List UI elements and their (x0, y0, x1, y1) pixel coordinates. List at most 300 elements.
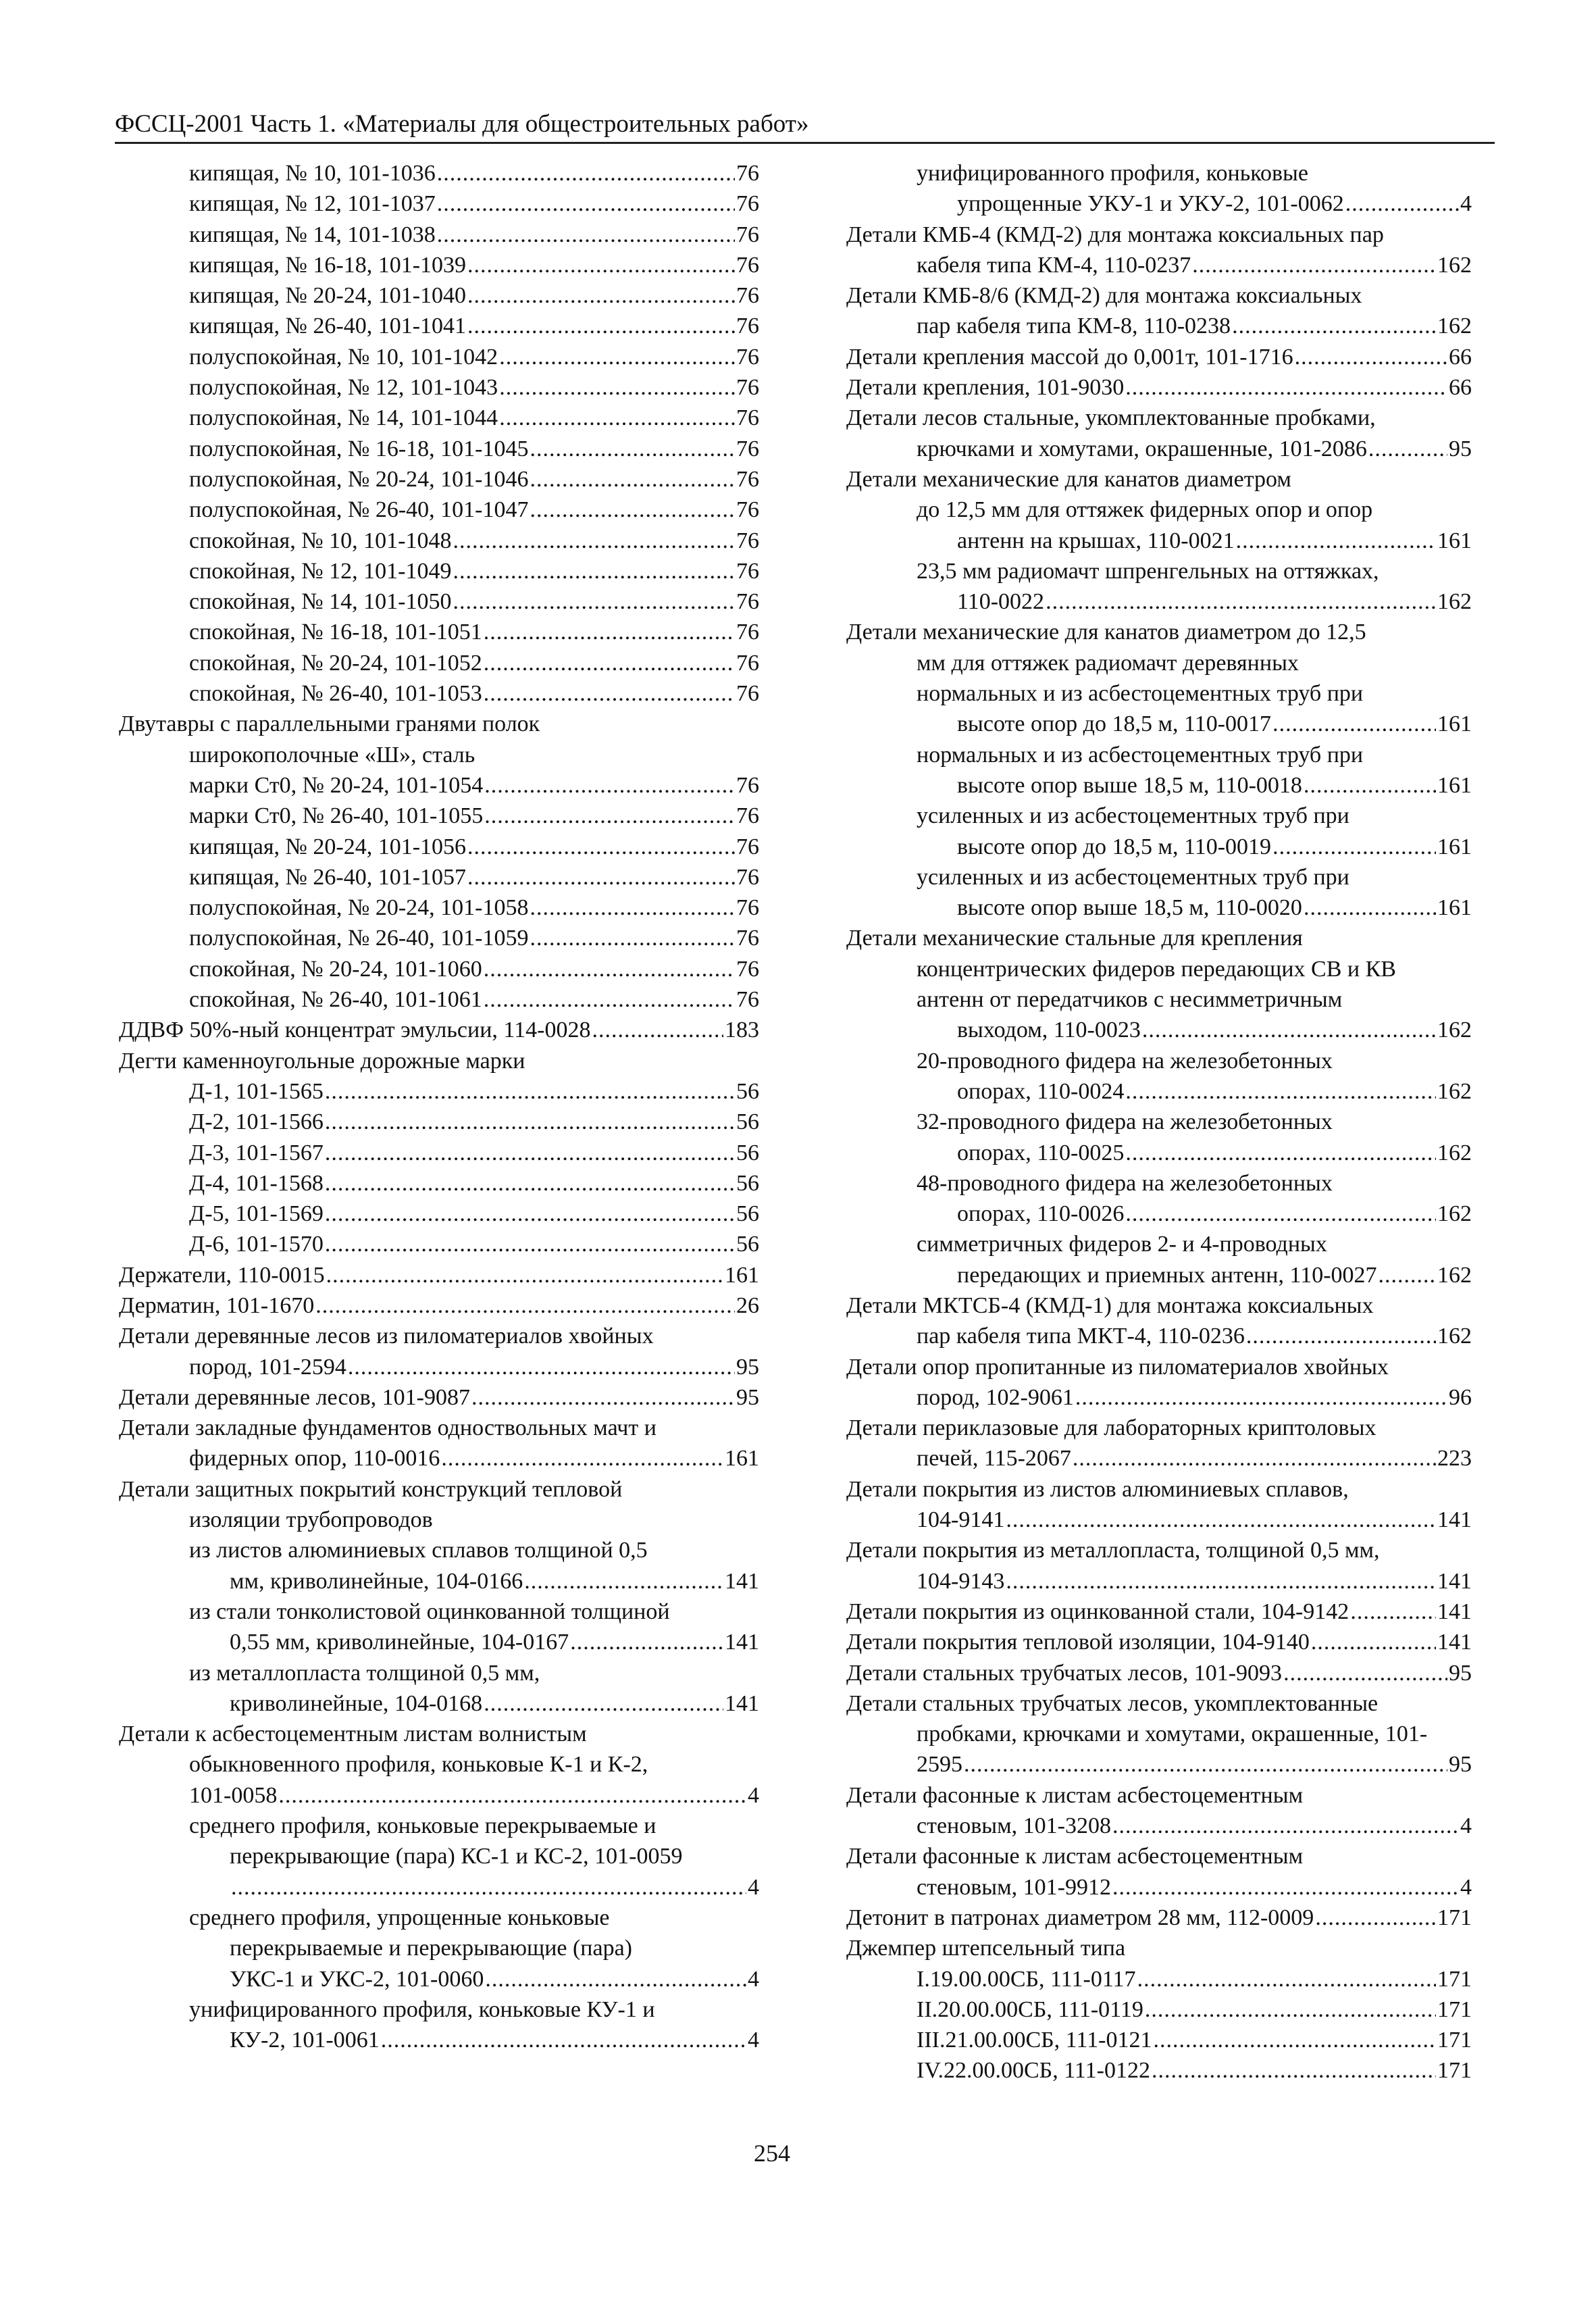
index-entry (119, 862, 759, 892)
index-entry-text: Детали деревянные лесов из пиломатериалов хвойных (119, 1324, 654, 1349)
index-entry-text: перекрывающие (пара) КС-1 и КС-2, 101-0059 (230, 1844, 683, 1869)
dot-leader (1368, 434, 1447, 464)
index-entry (119, 280, 759, 311)
index-entry-page: 171 (1437, 2058, 1472, 2084)
index-entry-text: Д-4, 101-1568 (189, 1170, 324, 1196)
index-entry-text: I.19.00.00СБ, 111-0117 (917, 1966, 1136, 1992)
index-entry-text: изоляции трубопроводов (189, 1507, 433, 1533)
index-entry-page: 76 (736, 222, 759, 247)
index-entry-text: пар кабеля типа КМ-8, 110-0238 (917, 313, 1231, 339)
index-entry (846, 495, 1472, 556)
dot-leader (484, 648, 735, 678)
dot-leader (1152, 2055, 1436, 2086)
dot-leader (499, 372, 735, 403)
index-entry (846, 1352, 1472, 1413)
index-entry (846, 984, 1472, 1046)
dot-leader (326, 1260, 723, 1290)
index-entry-text: Д-5, 101-1569 (189, 1201, 324, 1227)
dot-leader (570, 1627, 723, 1657)
dot-leader (1304, 892, 1436, 923)
index-entry-page: 95 (736, 1384, 759, 1410)
dot-leader (453, 586, 735, 617)
index-entry-text: пород, 101-2594 (189, 1354, 346, 1380)
index-entry-page: 76 (736, 926, 759, 951)
dot-leader (467, 280, 735, 311)
index-entry-text: 104-9141 (917, 1507, 1005, 1533)
index-entry-text: Д-1, 101-1565 (189, 1078, 324, 1104)
index-entry-text: симметричных фидеров 2- и 4-проводных (917, 1232, 1327, 1257)
index-entry-page: 4 (748, 2028, 759, 2053)
index-entry-page: 162 (1437, 1201, 1472, 1227)
dot-leader (348, 1352, 735, 1382)
index-entry-text: ДДВФ 50%-ный концентрат эмульсии, 114-0028 (119, 1017, 591, 1043)
dot-leader (1112, 1811, 1459, 1841)
dot-leader (484, 678, 735, 709)
index-entry-text: среднего профиля, коньковые перекрываемые и (189, 1813, 657, 1839)
index-entry-text: Детали закладные фундаментов одноствольных мачт и (119, 1415, 657, 1441)
index-entry-text: Детали механические для канатов диаметром до 12,5 (846, 620, 1366, 645)
index-entry-page: 141 (1437, 1630, 1472, 1655)
index-entry (119, 250, 759, 280)
index-entry-page: 161 (725, 1446, 759, 1472)
index-entry (119, 954, 759, 984)
index-entry (119, 1382, 759, 1413)
index-entry-text: пар кабеля типа МКТ-4, 110-0236 (917, 1324, 1245, 1349)
index-entry-page: 4 (1460, 1813, 1472, 1839)
index-entry-page: 76 (736, 864, 759, 890)
dot-leader (524, 1566, 723, 1596)
index-entry-text: спокойная, № 26-40, 101-1061 (189, 987, 482, 1013)
index-entry-page: 141 (725, 1568, 759, 1594)
dot-leader (1272, 709, 1436, 739)
index-entry-text: спокойная, № 16-18, 101-1051 (189, 620, 482, 645)
index-entry-page: 76 (736, 681, 759, 707)
index-entry (846, 1413, 1472, 1474)
dot-leader (1236, 526, 1436, 556)
index-entry-text: крючками и хомутами, окрашенные, 101-2086 (917, 436, 1367, 461)
index-entry-text: марки Ст0, № 20-24, 101-1054 (189, 772, 484, 798)
index-entry (846, 464, 1472, 495)
index-entry-text: марки Ст0, № 26-40, 101-1055 (189, 803, 484, 829)
index-entry-text: Детали опор пропитанные из пиломатериалов хвойных (846, 1354, 1389, 1380)
index-entry-page: 162 (1437, 1262, 1472, 1288)
index-entry-page: 161 (1437, 834, 1472, 859)
dot-leader (1295, 342, 1447, 372)
index-entry (119, 158, 759, 188)
index-entry (846, 617, 1472, 678)
index-entry (846, 220, 1472, 281)
dot-leader (1073, 1443, 1436, 1474)
index-entry (119, 1168, 759, 1199)
index-entry (119, 1107, 759, 1137)
index-entry-text: полуспокойная, № 26-40, 101-1059 (189, 926, 529, 951)
index-entry (119, 1658, 759, 1719)
index-entry-page: 95 (1449, 1752, 1472, 1778)
index-entry-page: 66 (1449, 375, 1472, 401)
index-entry-page: 171 (1437, 2028, 1472, 2053)
index-entry-text: полуспокойная, № 16-18, 101-1045 (189, 436, 529, 461)
index-entry (119, 801, 759, 831)
dot-leader (437, 158, 735, 188)
index-entry (119, 464, 759, 495)
index-entry-page: 171 (1437, 1905, 1472, 1930)
index-entry-text: высоте опор выше 18,5 м, 110-0018 (957, 772, 1302, 798)
index-entry-page: 141 (1437, 1568, 1472, 1594)
index-entry-page: 76 (736, 161, 759, 186)
index-entry-text: 104-9143 (917, 1568, 1005, 1594)
index-entry-page: 162 (1437, 1140, 1472, 1165)
index-entry (119, 1076, 759, 1107)
index-entry-page: 76 (736, 956, 759, 982)
index-entry-text: Детали защитных покрытий конструкций тепловой (119, 1476, 623, 1502)
index-entry-text: КУ-2, 101-0061 (230, 2028, 380, 2053)
index-entry (119, 770, 759, 801)
index-entry-text: полуспокойная, № 10, 101-1042 (189, 344, 498, 370)
dot-leader (1006, 1566, 1436, 1596)
dot-leader (1272, 832, 1436, 862)
index-entry-page: 141 (725, 1630, 759, 1655)
index-entry-text: полуспокойная, № 14, 101-1044 (189, 405, 498, 431)
dot-leader (325, 1168, 735, 1199)
index-entry-page: 95 (1449, 1660, 1472, 1686)
index-entry-page: 141 (1437, 1507, 1472, 1533)
index-entry-page: 4 (1460, 1874, 1472, 1900)
dot-leader (325, 1076, 735, 1107)
index-entry-text: кипящая, № 26-40, 101-1041 (189, 313, 467, 339)
index-entry-text: стеновым, 101-3208 (917, 1813, 1111, 1839)
index-entry (846, 1994, 1472, 2025)
dot-leader (467, 862, 735, 892)
dot-leader (471, 1382, 735, 1413)
dot-leader (437, 188, 735, 219)
index-entry (846, 1627, 1472, 1657)
index-entry-text: из металлопласта толщиной 0,5 мм, (189, 1660, 540, 1686)
index-entry (846, 1841, 1472, 1903)
index-entry-page: 56 (736, 1232, 759, 1257)
index-entry (846, 1229, 1472, 1290)
index-entry-text: кипящая, № 26-40, 101-1057 (189, 864, 467, 890)
index-entry-page: 95 (736, 1354, 759, 1380)
dot-leader (1192, 250, 1436, 280)
index-entry-text: Детали к асбестоцементным листам волнистым (119, 1721, 587, 1747)
dot-leader (1232, 311, 1436, 341)
index-entry-text: высоте опор выше 18,5 м, 110-0020 (957, 895, 1302, 921)
index-entry-text: унифицированного профиля, коньковые КУ-1 и (189, 1996, 655, 2022)
index-entry (846, 740, 1472, 801)
index-entry-text: кипящая, № 12, 101-1037 (189, 191, 436, 217)
index-entry-page: 4 (748, 1874, 759, 1900)
index-entry (119, 495, 759, 525)
dot-leader (592, 1015, 723, 1045)
index-entry (119, 403, 759, 433)
index-entry-page: 76 (736, 650, 759, 676)
index-entry-page: 76 (736, 436, 759, 461)
index-entry (846, 1107, 1472, 1168)
index-entry-page: 76 (736, 589, 759, 615)
index-entry-text: Детали механические стальные для крепления (846, 926, 1303, 951)
index-entry-text: высоте опор до 18,5 м, 110-0017 (957, 711, 1272, 737)
index-entry-text: Детали механические для канатов диаметром (846, 466, 1291, 492)
index-entry (119, 617, 759, 647)
dot-leader (437, 220, 735, 250)
index-column-left (119, 158, 759, 2055)
index-entry-text: Детали покрытия из оцинкованной стали, 104-9142 (846, 1599, 1349, 1624)
index-entry (846, 801, 1472, 862)
index-entry (119, 1535, 759, 1596)
dot-leader (1125, 1199, 1436, 1229)
index-entry (119, 1596, 759, 1658)
index-entry (119, 678, 759, 709)
dot-leader (381, 2025, 746, 2055)
index-entry-text: УКС-1 и УКС-2, 101-0060 (230, 1966, 484, 1992)
index-entry (119, 556, 759, 586)
index-entry-page: 162 (1437, 589, 1472, 615)
index-entry-text: нормальных и из асбестоцементных труб при (917, 742, 1364, 768)
dot-leader (325, 1138, 735, 1168)
index-entry-page: 56 (736, 1170, 759, 1196)
index-entry-text: Детали стальных трубчатых лесов, 101-9093 (846, 1660, 1283, 1686)
index-entry-text: из листов алюминиевых сплавов толщиной 0,5 (189, 1538, 648, 1563)
index-entry-page: 76 (736, 466, 759, 492)
index-entry-text: 48-проводного фидера на железобетонных (917, 1170, 1333, 1196)
index-entry-text: Детали КМБ-8/6 (КМД-2) для монтажа коксиальных (846, 283, 1362, 309)
index-entry (846, 158, 1472, 220)
index-entry: Двутавры с параллельными гранями полок (119, 711, 540, 737)
index-entry-page: 171 (1437, 1966, 1472, 1992)
running-header: ФССЦ-2001 Часть 1. «Материалы для общестроительных работ» (115, 110, 809, 138)
index-entry (119, 372, 759, 403)
index-entry-text: Детали покрытия тепловой изоляции, 104-9140 (846, 1630, 1310, 1655)
index-entry (846, 1964, 1472, 1994)
index-entry (119, 1719, 759, 1811)
dot-leader (484, 770, 735, 801)
index-entry-text: Детали крепления массой до 0,001т, 101-1716 (846, 344, 1293, 370)
dot-leader (1075, 1382, 1447, 1413)
dot-leader (1379, 1260, 1436, 1290)
index-entry-text: спокойная, № 26-40, 101-1053 (189, 681, 482, 707)
index-entry-text: спокойная, № 20-24, 101-1060 (189, 956, 482, 982)
index-entry-page: 76 (736, 772, 759, 798)
dot-leader (467, 250, 735, 280)
index-entry-text: усиленных и из асбестоцементных труб при (917, 864, 1349, 890)
index-entry-text: Детали фасонные к листам асбестоцементным (846, 1844, 1304, 1869)
dot-leader (530, 464, 736, 495)
dot-leader (499, 342, 735, 372)
dot-leader (484, 1688, 723, 1719)
index-entry-page: 223 (1437, 1446, 1472, 1472)
index-entry (119, 188, 759, 219)
index-entry (119, 1474, 759, 1536)
index-entry-page: 4 (748, 1782, 759, 1808)
index-entry (119, 526, 759, 556)
dot-leader (530, 923, 736, 953)
dot-leader (325, 1107, 735, 1137)
index-entry-text: Детонит в патронах диаметром 28 мм, 112-0009 (846, 1905, 1314, 1930)
index-entry-text: упрощенные УКУ-1 и УКУ-2, 101-0062 (957, 191, 1344, 217)
index-entry-text: пород, 102-9061 (917, 1384, 1074, 1410)
index-entry-page: 161 (1437, 711, 1472, 737)
index-entry-text: полуспокойная, № 26-40, 101-1047 (189, 497, 529, 523)
dot-leader (484, 984, 735, 1015)
index-entry-text: спокойная, № 10, 101-1048 (189, 528, 452, 553)
index-entry-text: опорах, 110-0025 (957, 1140, 1125, 1165)
index-entry-text: из стали тонколистовой оцинкованной толщиной (189, 1599, 670, 1624)
index-entry (846, 1046, 1472, 1107)
index-entry-text: 23,5 мм радиомачт шпренгельных на оттяжках, (917, 558, 1379, 584)
dot-leader (1006, 1505, 1436, 1535)
index-entry (846, 1290, 1472, 1352)
index-entry-text: спокойная, № 20-24, 101-1052 (189, 650, 482, 676)
index-entry-page: 76 (736, 497, 759, 523)
index-entry-page: 26 (736, 1292, 759, 1318)
dot-leader (530, 495, 736, 525)
index-entry-page: 162 (1437, 313, 1472, 339)
index-entry-page: 76 (736, 375, 759, 401)
dot-leader (467, 832, 735, 862)
index-entry-text: Держатели, 110-0015 (119, 1262, 325, 1288)
index-entry (846, 862, 1472, 924)
index-entry-text: антенн от передатчиков с несимметричным (917, 987, 1343, 1013)
index-entry-text: Дерматин, 101-1670 (119, 1292, 315, 1318)
index-entry (846, 1168, 1472, 1230)
index-entry-text: кипящая, № 16-18, 101-1039 (189, 252, 467, 278)
index-entry-page: 56 (736, 1078, 759, 1104)
index-entry-text: спокойная, № 14, 101-1050 (189, 589, 452, 615)
index-entry-text: 20-проводного фидера на железобетонных (917, 1048, 1333, 1074)
index-entry-page: 96 (1449, 1384, 1472, 1410)
index-entry: Джемпер штепсельный типа (846, 1936, 1126, 1961)
index-entry-text: спокойная, № 12, 101-1049 (189, 558, 452, 584)
dot-leader (453, 526, 735, 556)
index-entry-text: опорах, 110-0026 (957, 1201, 1125, 1227)
index-entry (119, 434, 759, 464)
index-entry-page: 76 (736, 834, 759, 859)
index-entry (119, 1138, 759, 1168)
index-entry-text: полуспокойная, № 20-24, 101-1058 (189, 895, 529, 921)
index-entry-text: опорах, 110-0024 (957, 1078, 1125, 1104)
dot-leader (278, 1780, 746, 1811)
dot-leader (1137, 1964, 1436, 1994)
index-entry-text: Детали периклазовые для лабораторных криптоловых (846, 1415, 1376, 1441)
index-entry-page: 161 (725, 1262, 759, 1288)
index-entry-text: мм для оттяжек радиомачт деревянных (917, 650, 1299, 676)
index-entry-text: Детали покрытия из металлопласта, толщиной 0,5 мм, (846, 1538, 1380, 1563)
index-entry-page: 66 (1449, 344, 1472, 370)
dot-leader (484, 801, 735, 831)
index-entry-page: 76 (736, 313, 759, 339)
dot-leader (1125, 1076, 1436, 1107)
index-entry-text: 2595 (917, 1752, 962, 1778)
index-entry (119, 1413, 759, 1474)
index-entry (846, 342, 1472, 372)
index-entry (119, 311, 759, 341)
index-entry-text: стеновым, 101-9912 (917, 1874, 1111, 1900)
index-entry-text: концентрических фидеров передающих СВ и КВ (917, 956, 1396, 982)
index-entry-text: Детали стальных трубчатых лесов, укомплектованные (846, 1690, 1379, 1716)
dot-leader (467, 311, 735, 341)
index-entry-page: 162 (1437, 1078, 1472, 1104)
dot-leader (1153, 2025, 1436, 2055)
index-entry-text: мм, криволинейные, 104-0166 (230, 1568, 523, 1594)
index-entry-page: 76 (736, 344, 759, 370)
index-entry-page: 76 (736, 405, 759, 431)
index-entry (846, 2025, 1472, 2055)
index-entry-text: Детали фасонные к листам асбестоцементным (846, 1782, 1304, 1808)
dot-leader (325, 1229, 735, 1259)
dot-leader (1125, 1138, 1436, 1168)
dot-leader (484, 954, 735, 984)
index-entry (119, 1811, 759, 1903)
index-entry-page: 161 (1437, 895, 1472, 921)
header-rule (115, 142, 1495, 144)
index-entry-page: 76 (736, 987, 759, 1013)
index-entry-text: антенн на крышах, 110-0021 (957, 528, 1235, 553)
index-entry-text: 101-0058 (189, 1782, 278, 1808)
index-entry-text: III.21.00.00СБ, 111-0121 (917, 2028, 1152, 2053)
index-entry (846, 556, 1472, 618)
index-entry (119, 984, 759, 1015)
index-entry: широкополочные «Ш», сталь (189, 742, 475, 768)
dot-leader (1046, 586, 1436, 617)
index-entry-text: Детали лесов стальные, укомплектованные пробками, (846, 405, 1376, 431)
index-entry (119, 648, 759, 678)
index-entry (119, 1015, 759, 1045)
index-entry (119, 832, 759, 862)
index-entry-text: передающих и приемных антенн, 110-0027 (957, 1262, 1377, 1288)
index-entry-text: Д-3, 101-1567 (189, 1140, 324, 1165)
index-entry (119, 220, 759, 250)
index-entry-text: нормальных и из асбестоцементных труб при (917, 681, 1364, 707)
dot-leader (231, 1872, 746, 1903)
index-entry (119, 892, 759, 923)
index-entry-text: унифицированного профиля, коньковые (917, 161, 1308, 186)
index-entry (119, 1994, 759, 2056)
index-entry (119, 586, 759, 617)
index-entry-page: 76 (736, 283, 759, 309)
index-entry-page: 4 (1460, 191, 1472, 217)
index-entry-text: выходом, 110-0023 (957, 1017, 1141, 1043)
index-entry-page: 171 (1437, 1996, 1472, 2022)
index-entry-page: 76 (736, 558, 759, 584)
dot-leader (325, 1199, 735, 1229)
index-entry-text: Детали КМБ-4 (КМД-2) для монтажа коксиальных пар (846, 222, 1384, 247)
index-entry-text: II.20.00.00СБ, 111-0119 (917, 1996, 1143, 2022)
index-entry: Дегти каменноугольные дорожные марки (119, 1048, 525, 1074)
index-entry-page: 76 (736, 895, 759, 921)
index-entry-text: 110-0022 (957, 589, 1045, 615)
index-entry-text: печей, 115-2067 (917, 1446, 1071, 1472)
index-entry-text: Д-6, 101-1570 (189, 1232, 324, 1257)
index-entry-page: 56 (736, 1201, 759, 1227)
dot-leader (1145, 1994, 1436, 2025)
index-entry-text: кипящая, № 20-24, 101-1056 (189, 834, 467, 859)
index-entry-text: IV.22.00.00СБ, 111-0122 (917, 2058, 1150, 2084)
index-column-right (846, 158, 1472, 2086)
index-entry-page: 76 (736, 191, 759, 217)
dot-leader (485, 1964, 746, 1994)
index-entry (119, 1229, 759, 1259)
index-entry (846, 1596, 1472, 1627)
index-entry-text: кабеля типа КМ-4, 110-0237 (917, 252, 1191, 278)
index-entry-text: 32-проводного фидера на железобетонных (917, 1109, 1333, 1135)
index-entry (846, 1474, 1472, 1536)
index-entry-page: 162 (1437, 1017, 1472, 1043)
dot-leader (1283, 1658, 1447, 1688)
index-entry-text: Детали крепления, 101-9030 (846, 375, 1125, 401)
index-entry-text: полуспокойная, № 20-24, 101-1046 (189, 466, 529, 492)
index-entry (119, 923, 759, 953)
index-entry (846, 1688, 1472, 1780)
